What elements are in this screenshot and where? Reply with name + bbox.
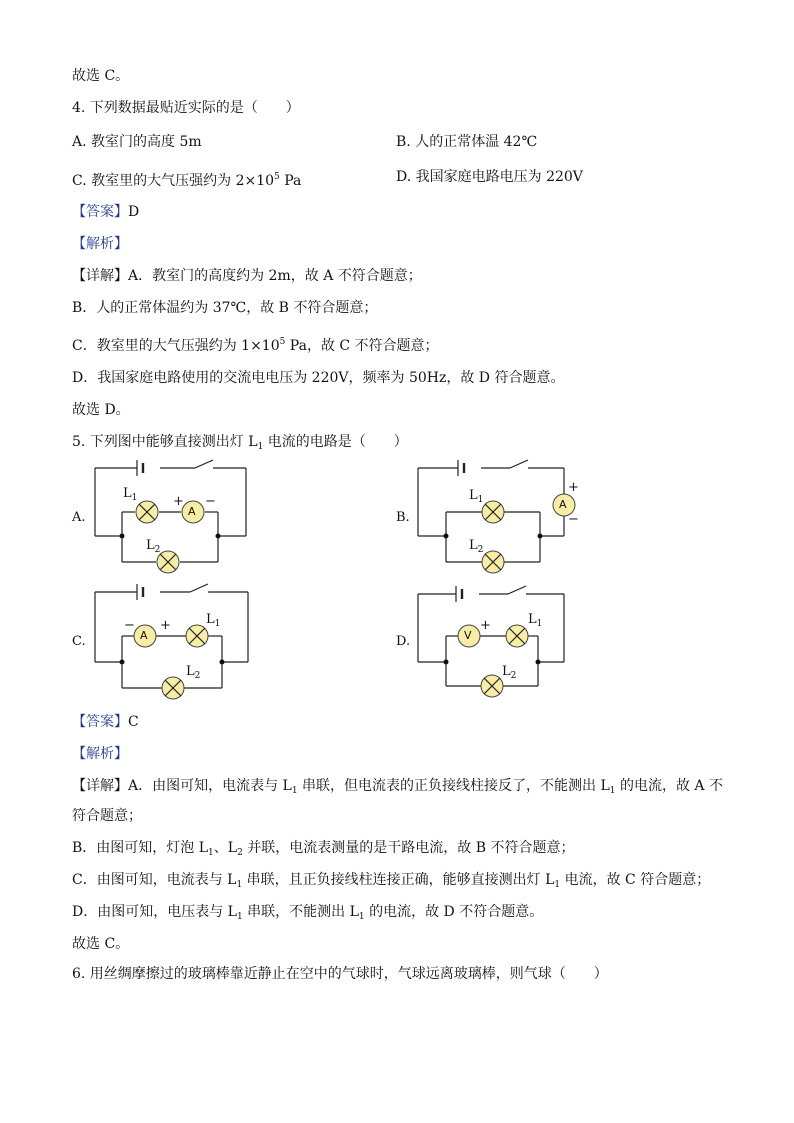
diagram-d-l2-label: $L_2$ xyxy=(502,664,517,681)
q4-option-c-exponent: 5 xyxy=(274,172,280,182)
q4-detail-c-tail: Pa，故 C 不符合题意； xyxy=(285,338,439,354)
q6-stem: 6. 用丝绸摩擦过的玻璃棒靠近静止在空中的气球时，气球远离玻璃棒，则气球（ ） xyxy=(72,966,608,982)
q5-stem-tail: 电流的电路是（ ） xyxy=(263,434,408,450)
diagram-a-l1-label: $L_1$ xyxy=(123,486,138,503)
q5-detail-a-continued: 符合题意； xyxy=(72,808,142,824)
q5-detail-d: D．由图可知，电压表与 $L_1$ 串联，不能测出 $L_1$ 的电流，故 D 不符合题意。 xyxy=(72,904,544,922)
q4-answer-value: D xyxy=(128,204,140,220)
q4-detail-d: D．我国家庭电路使用的交流电电压为 220V，频率为 50Hz，故 D 符合题意。 xyxy=(72,370,565,386)
answer-tag: 【答案】 xyxy=(72,714,128,730)
diagram-b-label: B. xyxy=(396,510,410,525)
q4-option-b: B. 人的正常体温 42℃ xyxy=(396,134,538,150)
previous-conclusion: 故选 C。 xyxy=(72,68,130,84)
q4-detail-c-text: C．教室里的大气压强约为 1×10 xyxy=(72,338,280,354)
q5-conclusion: 故选 C。 xyxy=(72,936,130,952)
q5-stem-text: 5. 下列图中能够直接测出灯 L xyxy=(72,434,258,450)
answer-tag: 【答案】 xyxy=(72,204,128,220)
q4-analysis-tag: 【解析】 xyxy=(72,236,128,252)
diagram-b-ammeter-icon: A xyxy=(559,498,567,511)
q5-detail-b: B．由图可知，灯泡 $L_1$、$L_2$ 并联，电流表测量的是干路电流，故 B 不符合题意； xyxy=(72,840,575,858)
q5-stem-sub: 1 xyxy=(257,442,264,452)
q4-detail-a-text: A．教室门的高度约为 2m，故 A 不符合题意； xyxy=(128,268,422,284)
q5-answer xyxy=(72,712,139,732)
diagram-c-ammeter-minus: − xyxy=(124,618,135,633)
q4-detail-b: B．人的正常体温约为 37℃，故 B 不符合题意； xyxy=(72,300,378,316)
diagram-c-label: C. xyxy=(72,634,86,649)
q4-option-c-text: C. 教室里的大气压强约为 2×10 xyxy=(72,173,275,189)
diagram-b-ammeter-minus: − xyxy=(568,512,579,527)
q4-option-a: A. 教室门的高度 5m xyxy=(72,134,202,150)
diagram-a-label: A. xyxy=(72,510,86,525)
diagram-a-ammeter-plus: + xyxy=(173,494,184,509)
diagram-a-ammeter-minus: − xyxy=(205,494,216,509)
diagram-c-ammeter-plus: + xyxy=(160,618,171,633)
q5-answer-value: C xyxy=(128,714,139,730)
q4-conclusion: 故选 D。 xyxy=(72,402,130,418)
q4-detail-c-exponent: 5 xyxy=(279,337,286,347)
q4-option-c-unit: Pa xyxy=(279,173,302,189)
diagram-b-l1-label: $L_1$ xyxy=(469,488,484,505)
diagram-c-l2-label: $L_2$ xyxy=(186,664,201,681)
detail-tag: 【详解】 xyxy=(72,268,128,284)
diagram-c-l1-label: $L_1$ xyxy=(206,612,221,629)
q5-detail-c: C．由图可知，电流表与 $L_1$ 串联，且正负接线柱连接正确，能够直接测出灯 $L_1$ 电流，故 C 符合题意； xyxy=(72,872,711,890)
diagram-d-voltmeter-icon: V xyxy=(464,629,472,642)
q5-analysis-tag: 【解析】 xyxy=(72,746,128,762)
detail-tag: 【详解】 xyxy=(72,778,128,794)
q4-option-d: D. 我国家庭电路电压为 220V xyxy=(396,169,583,185)
diagram-a-l2-label: $L_2$ xyxy=(146,538,161,555)
diagram-b-l2-label: $L_2$ xyxy=(469,538,484,555)
diagram-b-ammeter-plus: + xyxy=(568,480,579,495)
q4-stem: 4. 下列数据最贴近实际的是（ ） xyxy=(72,100,300,116)
diagram-d-l1-label: $L_1$ xyxy=(528,612,543,629)
diagram-d-voltmeter-plus: + xyxy=(480,618,491,633)
diagram-a-ammeter-icon: A xyxy=(188,505,196,518)
diagram-c-ammeter-icon: A xyxy=(140,629,148,642)
diagram-d-label: D. xyxy=(396,634,411,649)
q5-detail-a: 【详解】A．由图可知，电流表与 $L_1$ 串联，但电流表的正负接线柱接反了，不能测出 $L_1$ 的电流，故 A 不 xyxy=(72,778,723,796)
